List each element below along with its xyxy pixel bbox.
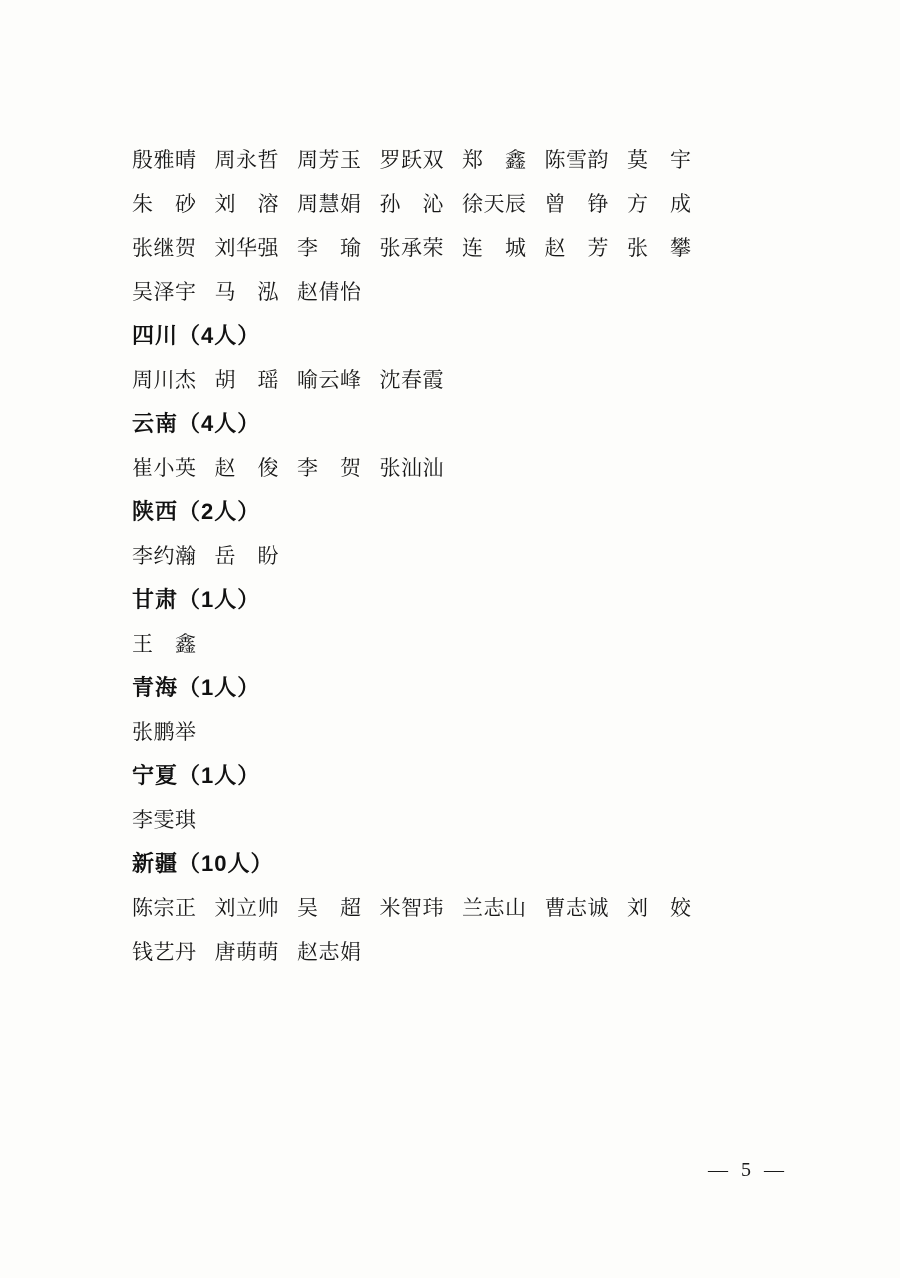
person-name: 王 鑫 xyxy=(132,632,197,656)
person-name: 赵倩怡 xyxy=(297,280,362,304)
person-name: 胡 瑶 xyxy=(214,368,279,392)
person-name: 张继贺 xyxy=(132,236,197,260)
person-name: 刘立帅 xyxy=(214,896,279,920)
region-block xyxy=(132,842,792,974)
region-block xyxy=(132,578,792,666)
person-name: 周慧娟 xyxy=(297,192,362,216)
name-line xyxy=(132,446,792,490)
person-name: 兰志山 xyxy=(462,896,527,920)
person-name: 吴 超 xyxy=(297,896,362,920)
person-name: 连 城 xyxy=(462,236,527,260)
region-heading: 青海（1人） xyxy=(132,675,261,700)
person-name: 米智玮 xyxy=(379,896,444,920)
document-body xyxy=(132,138,792,974)
name-line xyxy=(132,622,792,666)
person-name: 赵 俊 xyxy=(214,456,279,480)
region-heading: 云南（4人） xyxy=(132,411,261,436)
person-name: 刘华强 xyxy=(214,236,279,260)
person-name: 崔小英 xyxy=(132,456,197,480)
region-heading: 甘肃（1人） xyxy=(132,587,261,612)
person-name: 沈春霞 xyxy=(379,368,444,392)
name-line xyxy=(132,710,792,754)
region-block xyxy=(132,490,792,578)
region-heading: 四川（4人） xyxy=(132,323,261,348)
region-heading: 宁夏（1人） xyxy=(132,763,261,788)
region-block xyxy=(132,666,792,754)
person-name: 喻云峰 xyxy=(297,368,362,392)
name-line xyxy=(132,358,792,402)
person-name: 马 泓 xyxy=(214,280,279,304)
names-block xyxy=(132,138,792,314)
name-line xyxy=(132,226,792,270)
person-name: 孙 沁 xyxy=(379,192,444,216)
person-name: 刘 溶 xyxy=(214,192,279,216)
person-name: 张承荣 xyxy=(379,236,444,260)
person-name: 李约瀚 xyxy=(132,544,197,568)
person-name: 陈雪韵 xyxy=(544,148,609,172)
person-name: 唐萌萌 xyxy=(214,940,279,964)
person-name: 张 攀 xyxy=(627,236,692,260)
person-name: 陈宗正 xyxy=(132,896,197,920)
name-line xyxy=(132,886,792,930)
person-name: 殷雅晴 xyxy=(132,148,197,172)
person-name: 周永哲 xyxy=(214,148,279,172)
person-name: 罗跃双 xyxy=(379,148,444,172)
person-name: 曹志诚 xyxy=(544,896,609,920)
person-name: 曾 铮 xyxy=(544,192,609,216)
person-name: 莫 宇 xyxy=(627,148,692,172)
person-name: 张鹏举 xyxy=(132,720,197,744)
person-name: 张汕汕 xyxy=(379,456,444,480)
region-block xyxy=(132,314,792,402)
person-name: 李雯琪 xyxy=(132,808,197,832)
name-line xyxy=(132,138,792,182)
person-name: 朱 砂 xyxy=(132,192,197,216)
name-line xyxy=(132,930,792,974)
name-line xyxy=(132,798,792,842)
person-name: 周川杰 xyxy=(132,368,197,392)
person-name: 钱艺丹 xyxy=(132,940,197,964)
person-name: 岳 盼 xyxy=(214,544,279,568)
person-name: 方 成 xyxy=(627,192,692,216)
name-line xyxy=(132,534,792,578)
person-name: 李 瑜 xyxy=(297,236,362,260)
person-name: 刘 姣 xyxy=(627,896,692,920)
page-number: — 5 — xyxy=(708,1159,788,1181)
person-name: 徐天辰 xyxy=(462,192,527,216)
person-name: 郑 鑫 xyxy=(462,148,527,172)
person-name: 周芳玉 xyxy=(297,148,362,172)
region-block xyxy=(132,754,792,842)
name-line xyxy=(132,270,792,314)
region-heading: 新疆（10人） xyxy=(132,851,274,876)
person-name: 赵 芳 xyxy=(544,236,609,260)
region-heading: 陕西（2人） xyxy=(132,499,261,524)
person-name: 吴泽宇 xyxy=(132,280,197,304)
person-name: 赵志娟 xyxy=(297,940,362,964)
name-line xyxy=(132,182,792,226)
region-block xyxy=(132,402,792,490)
person-name: 李 贺 xyxy=(297,456,362,480)
